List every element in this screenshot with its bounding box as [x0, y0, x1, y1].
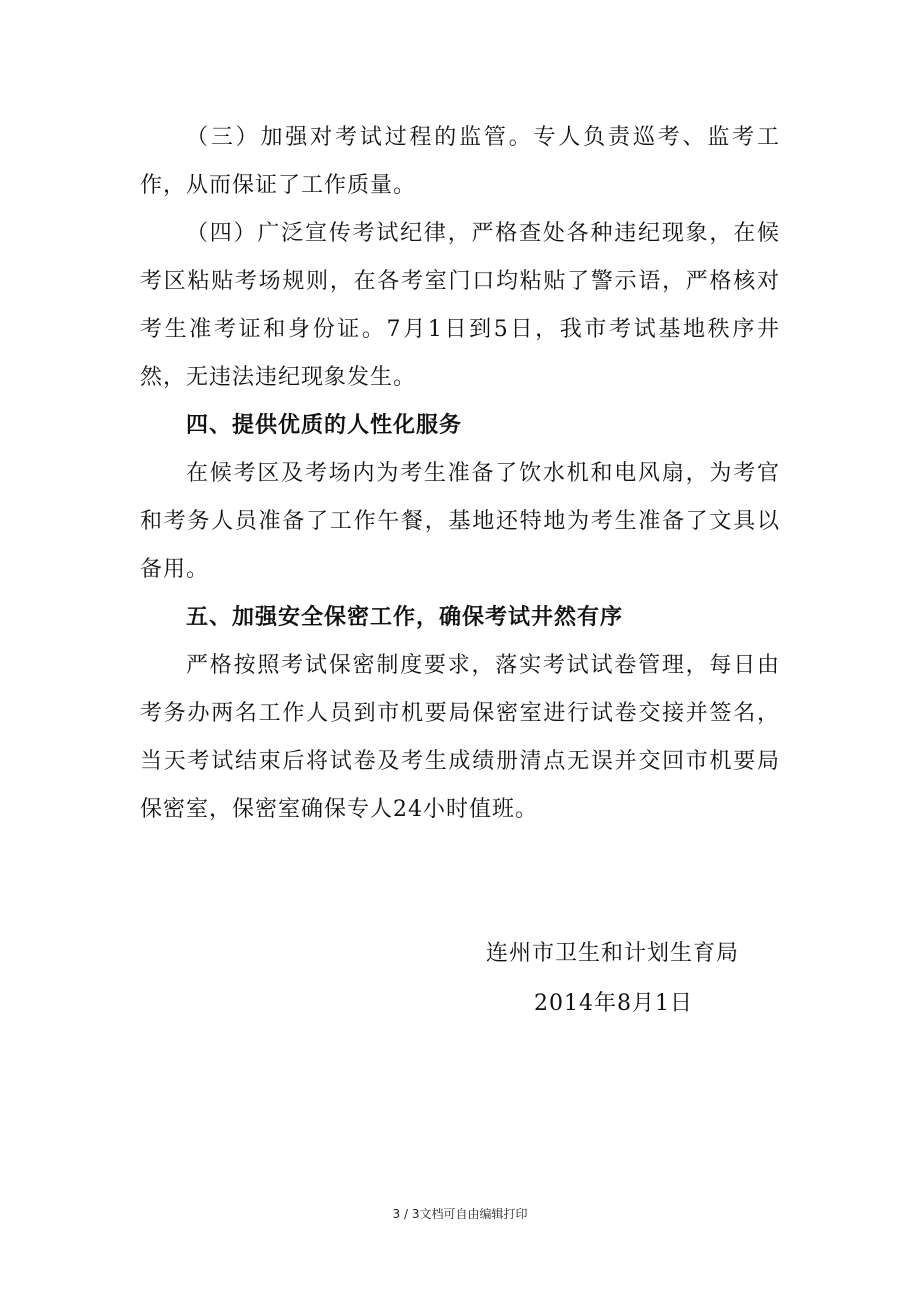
page-footer: 3 / 3文档可自由编辑打印 [392, 1207, 528, 1221]
paragraph-exam-supervision: （三）加强对考试过程的监管。专人负责巡考、监考工作，从而保证了工作质量。 [140, 125, 780, 198]
section-heading-service: 四、提供优质的人性化服务 [186, 413, 463, 438]
signature-date: 2014年8月1日 [534, 991, 693, 1016]
paragraph-service: 在候考区及考场内为考生准备了饮水机和电风扇，为考官和考务人员准备了工作午餐，基地还特地为考生准备了文具以备用。 [140, 461, 780, 582]
signature-organization: 连州市卫生和计划生育局 [486, 941, 740, 966]
paragraph-exam-discipline: （四）广泛宣传考试纪律，严格查处各种违纪现象，在候考区粘贴考场规则，在各考室门口均粘贴了警示语，严格核对考生准考证和身份证。7月1日到5日，我市考试基地秩序井然，无违法违纪现象发生。 [140, 221, 780, 390]
paragraph-security: 严格按照考试保密制度要求，落实考试试卷管理，每日由考务办两名工作人员到市机要局保密室进行试卷交接并签名，当天考试结束后将试卷及考生成绩册清点无误并交回市机要局保密室，保密室确保专人24小时值班。 [140, 653, 780, 822]
section-heading-security: 五、加强安全保密工作，确保考试井然有序 [186, 605, 624, 630]
